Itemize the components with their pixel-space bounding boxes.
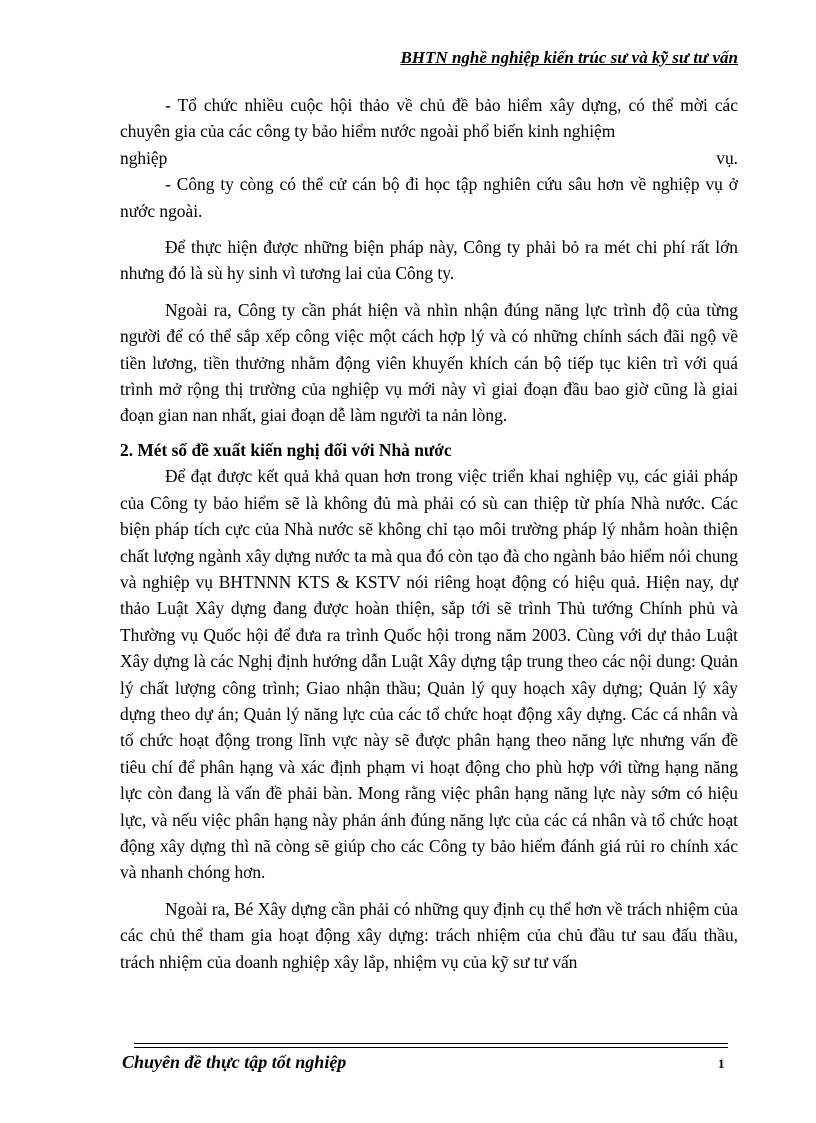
paragraph-seminars-end — [120, 145, 738, 171]
running-header: BHTN nghề nghiệp kiến trúc sư và kỹ sư tư vấn — [400, 48, 738, 67]
word-nghiep: nghiệp — [120, 147, 168, 168]
word-vu: vụ. — [716, 147, 738, 168]
page-number: 1 — [718, 1056, 725, 1071]
paragraph-staff-policy: Ngoài ra, Công ty cần phát hiện và nhìn nhận đúng năng lực trình độ của từng người để có thể sắp xếp công việc một cách hợp lý và có những chính sách đãi ngộ về tiền lương, tiền thưởng nhằm động viên khuyến khích cán bộ tiếp tục kiên trì với quá trình mở rộng thị trường của nghiệp vụ mới này vì giai đoạn đầu bao giờ cũng là giai đoạn gian nan nhất, giai đoạn dễ làm người ta nản lòng. — [120, 299, 738, 426]
paragraph-state-measures: Để đạt được kết quả khả quan hơn trong việc triển khai nghiệp vụ, các giải pháp của Công ty bảo hiểm sẽ là không đủ mà phải có sù can thiệp từ phía Nhà nước. Các biện pháp tích cực của Nhà nước sẽ không chỉ tạo môi trường pháp lý nhằm hoàn thiện chất lượng ngành xây dựng nước ta mà qua đó còn tạo đà cho ngành bảo hiểm nói chung và nghiệp vụ BHTNNN KTS & KSTV nói riêng hoạt động có hiệu quả. Hiện nay, dự thảo Luật Xây dựng đang được hoàn thiện, sắp tới sẽ trình Thủ tướng Chính phủ và Thường vụ Quốc hội để đưa ra trình Quốc hội trong năm 2003. Cùng với dự thảo Luật Xây dựng là các Nghị định hướng dẫn Luật Xây dựng tập trung theo các nội dung: Quản lý chất lượng công trình; Giao nhận thầu; Quản lý quy hoạch xây dựng; Quản lý xây dựng theo dự án; Quản lý năng lực của các tổ chức hoạt động xây dựng. Các cá nhân và tổ chức hoạt động trong lĩnh vực này sẽ được phân hạng theo năng lực nhưng vấn đề tiêu chí để phân hạng và xác định phạm vi hoạt động cho phù hợp với từng hạng năng lực còn đang là vấn đề phải bàn. Mong rằng việc phân hạng năng lực này sớm có hiệu lực, và nếu việc phân hạng này phản ánh đúng năng lực của các cá nhân và tổ chức hoạt động xây dựng thì nã còng sẽ giúp cho các Công ty bảo hiểm đánh giá rủi ro chính xác và nhanh chóng hơn. — [120, 466, 738, 883]
paragraph-seminars: - Tổ chức nhiều cuộc hội thảo về chủ đề bảo hiểm xây dựng, có thể mời các chuyên gia của các công ty bảo hiểm nước ngoài phổ biến kinh nghiệm — [120, 95, 738, 142]
footer-divider-top — [134, 1043, 728, 1044]
footer-divider-bottom — [134, 1047, 728, 1048]
paragraph-training-abroad: - Công ty còng có thể cử cán bộ đi học tập nghiên cứu sâu hơn về nghiệp vụ ở nước ngoài. — [120, 174, 738, 221]
paragraph-ministry: Ngoài ra, Bé Xây dựng cần phải có những quy định cụ thể hơn về trách nhiệm của các chủ thể tham gia hoạt động xây dựng: trách nhiệm của chủ đầu tư sau đấu thầu, trách nhiệm của doanh nghiệp xây lắp, nhiệm vụ của kỹ sư tư vấn — [120, 898, 738, 972]
footer-title: Chuyên đề thực tập tốt nghiệp — [122, 1052, 347, 1072]
paragraph-cost: Để thực hiện được những biện pháp này, Công ty phải bỏ ra mét chi phí rất lớn nhưng đó là sù hy sinh vì tương lai của Công ty. — [120, 237, 738, 284]
section-heading: 2. Mét số đề xuất kiến nghị đối với Nhà nước — [120, 439, 452, 460]
body-text — [120, 92, 738, 975]
